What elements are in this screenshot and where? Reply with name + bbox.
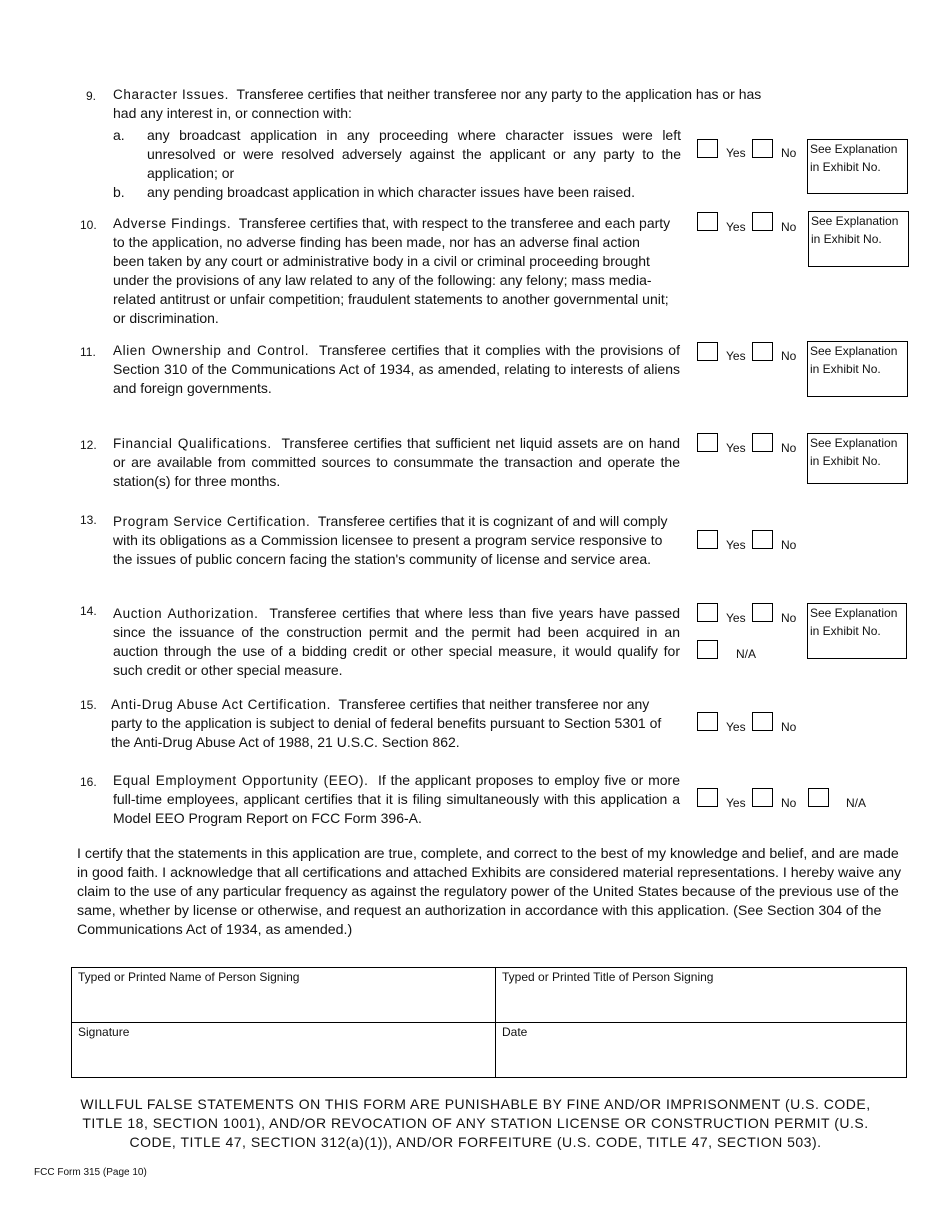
date-label: Date [502,1025,528,1039]
exhibit-line2: in Exhibit No. [811,232,882,246]
item-11-number: 11. [80,345,96,359]
item-16-na-label: N/A [846,796,867,810]
signature-label: Signature [78,1025,130,1039]
item-13-yes-checkbox[interactable] [697,530,718,549]
item-9-number: 9. [86,89,97,103]
item-15-yes-checkbox[interactable] [697,712,718,731]
item-10-yes-label: Yes [726,220,746,234]
item-14-yes-label: Yes [726,611,746,625]
item-12-no-checkbox[interactable] [752,433,773,452]
item-12-heading: Financial Qualifications. [113,436,272,451]
item-16-no-label: No [781,796,797,810]
item-9-no-label: No [781,146,797,160]
item-9-exhibit-box[interactable] [807,139,908,194]
item-9-yes-checkbox[interactable] [697,139,718,158]
item-10-body: Transferee certifies that, with respect to the transferee and each party to the application, no adverse finding has been made, nor has an adverse final action been taken by any court or administrative body in a civil or criminal proceeding brought under the provisions of any law related to any of the following: any felony; mass media-related antitrust or unfair competition; fraudulent statements to another governmental unit; or discrimination. [113,215,671,326]
item-15-yes-label: Yes [726,720,746,734]
item-14-number: 14. [80,604,97,618]
item-14-body: Transferee certifies that where less than five years have passed since the issuance of the construction permit and the permit had been acquired in an auction through the use of a bidding credit or other special measure, it would qualify for such credit or other special measure. [113,605,680,678]
item-12-yes-label: Yes [726,441,746,455]
item-14-heading: Auction Authorization. [113,606,259,621]
exhibit-line1: See Explanation [810,606,898,620]
item-11-yes-checkbox[interactable] [697,342,718,361]
item-13-text [113,512,685,569]
item-9b-letter: b. [113,184,125,200]
exhibit-line2: in Exhibit No. [810,624,881,638]
item-14-no-checkbox[interactable] [752,603,773,622]
item-14-yes-checkbox[interactable] [697,603,718,622]
item-10-no-checkbox[interactable] [752,212,773,231]
item-10-text [113,214,673,328]
page-footer: FCC Form 315 (Page 10) [34,1167,147,1178]
item-12-yes-checkbox[interactable] [697,433,718,452]
item-12-no-label: No [781,441,797,455]
exhibit-line1: See Explanation [810,344,898,358]
exhibit-line2: in Exhibit No. [810,454,881,468]
exhibit-line1: See Explanation [810,142,898,156]
certification-statement: I certify that the statements in this application are true, complete, and correct to the best of my knowledge and belief, and are made in good faith. I acknowledge that all certifications and attached Exhibits are considered material representations. I hereby waive any claim to the use of any particular frequency as against the regulatory power of the United States because of the previous use of the same, whether by license or otherwise, and request an authorization in accordance with this application. (See Section 304 of the Communications Act of 1934, as amended.) [77,846,902,938]
item-13-number: 13. [80,513,97,527]
item-14-na-label: N/A [736,647,757,661]
date-field[interactable] [496,1023,906,1077]
item-10-number: 10. [80,218,97,232]
item-12-number: 12. [80,438,97,452]
item-11-no-label: No [781,349,797,363]
item-10-heading: Adverse Findings. [113,216,232,231]
exhibit-line2: in Exhibit No. [810,160,881,174]
item-12-exhibit-box[interactable] [807,433,908,484]
item-11-exhibit-box[interactable] [807,341,908,397]
item-10-yes-checkbox[interactable] [697,212,718,231]
item-16-na-checkbox[interactable] [808,788,829,807]
item-9b-text: any pending broadcast application in which character issues have been raised. [147,184,635,200]
item-13-no-label: No [781,538,797,552]
item-15-number: 15. [80,698,97,712]
false-statement-warning: WILLFUL FALSE STATEMENTS ON THIS FORM ARE PUNISHABLE BY FINE AND/OR IMPRISONMENT (U.S. CODE, TITLE 18, SECTION 1001), AND/OR REVOCATION OF ANY STATION LICENSE OR CONSTRUCTION PERMIT (U.S. CODE, TITLE 47, SECTION 312(a)(1)), AND/OR FORFEITURE (U.S. CODE, TITLE 47, SECTION 503). [80,1096,871,1150]
item-16-no-checkbox[interactable] [752,788,773,807]
item-13-heading: Program Service Certification. [113,514,311,529]
item-11-body: Transferee certifies that it complies with the provisions of Section 310 of the Communications Act of 1934, as amended, relating to interests of aliens and foreign governments. [113,342,680,396]
item-14-exhibit-box[interactable] [807,603,907,659]
item-16-yes-label: Yes [726,796,746,810]
name-label: Typed or Printed Name of Person Signing [78,970,300,984]
item-9-heading: Character Issues. [113,87,229,102]
item-15-heading: Anti-Drug Abuse Act Certification. [111,697,331,712]
item-16-yes-checkbox[interactable] [697,788,718,807]
name-field[interactable] [72,968,495,1022]
item-13-yes-label: Yes [726,538,746,552]
item-9-no-checkbox[interactable] [752,139,773,158]
item-16-number: 16. [80,775,97,789]
item-11-yes-label: Yes [726,349,746,363]
item-14-text [113,604,680,680]
item-16-body: If the applicant proposes to employ five or more full-time employees, applicant certifies that it is filing simultaneously with this application a Model EEO Program Report on FCC Form 396-A. [113,772,680,826]
item-14-na-checkbox[interactable] [697,640,718,659]
item-11-text [113,341,680,398]
item-9-text [113,85,773,123]
item-11-no-checkbox[interactable] [752,342,773,361]
exhibit-line2: in Exhibit No. [810,362,881,376]
item-9a-text: any broadcast application in any proceeding where character issues were left unresolved or were resolved adversely against the applicant or any party to the application; or [147,127,681,181]
item-15-text [111,695,681,752]
item-9b [113,183,681,203]
item-15-body: Transferee certifies that neither transferee nor any party to the application is subject to denial of federal benefits pursuant to Section 5301 of the Anti-Drug Abuse Act of 1988, 21 U.S.C. Section 862. [111,696,662,750]
item-9a-letter: a. [113,127,125,143]
item-9a [113,126,681,184]
title-label: Typed or Printed Title of Person Signing [502,970,714,984]
exhibit-line1: See Explanation [810,436,898,450]
item-16-text [113,771,680,828]
item-14-no-label: No [781,611,797,625]
item-10-exhibit-box[interactable] [808,211,909,267]
title-field[interactable] [496,968,906,1022]
signature-table [71,967,907,1078]
item-15-no-checkbox[interactable] [752,712,773,731]
item-13-body: Transferee certifies that it is cognizant of and will comply with its obligations as a Commission licensee to present a program service responsive to the issues of public concern facing the station's community of license and service area. [113,513,668,567]
item-16-heading: Equal Employment Opportunity (EEO). [113,773,369,788]
item-10-no-label: No [781,220,797,234]
item-9-body: Transferee certifies that neither transferee nor any party to the application has or has had any interest in, or connection with: [113,86,762,121]
item-9-yes-label: Yes [726,146,746,160]
item-12-body: Transferee certifies that sufficient net liquid assets are on hand or are available from committed sources to consummate the transaction and operate the station(s) for three months. [113,435,680,489]
exhibit-line1: See Explanation [811,214,899,228]
item-12-text [113,434,680,491]
item-15-no-label: No [781,720,797,734]
signature-field[interactable] [72,1023,495,1077]
item-13-no-checkbox[interactable] [752,530,773,549]
item-11-heading: Alien Ownership and Control. [113,343,310,358]
